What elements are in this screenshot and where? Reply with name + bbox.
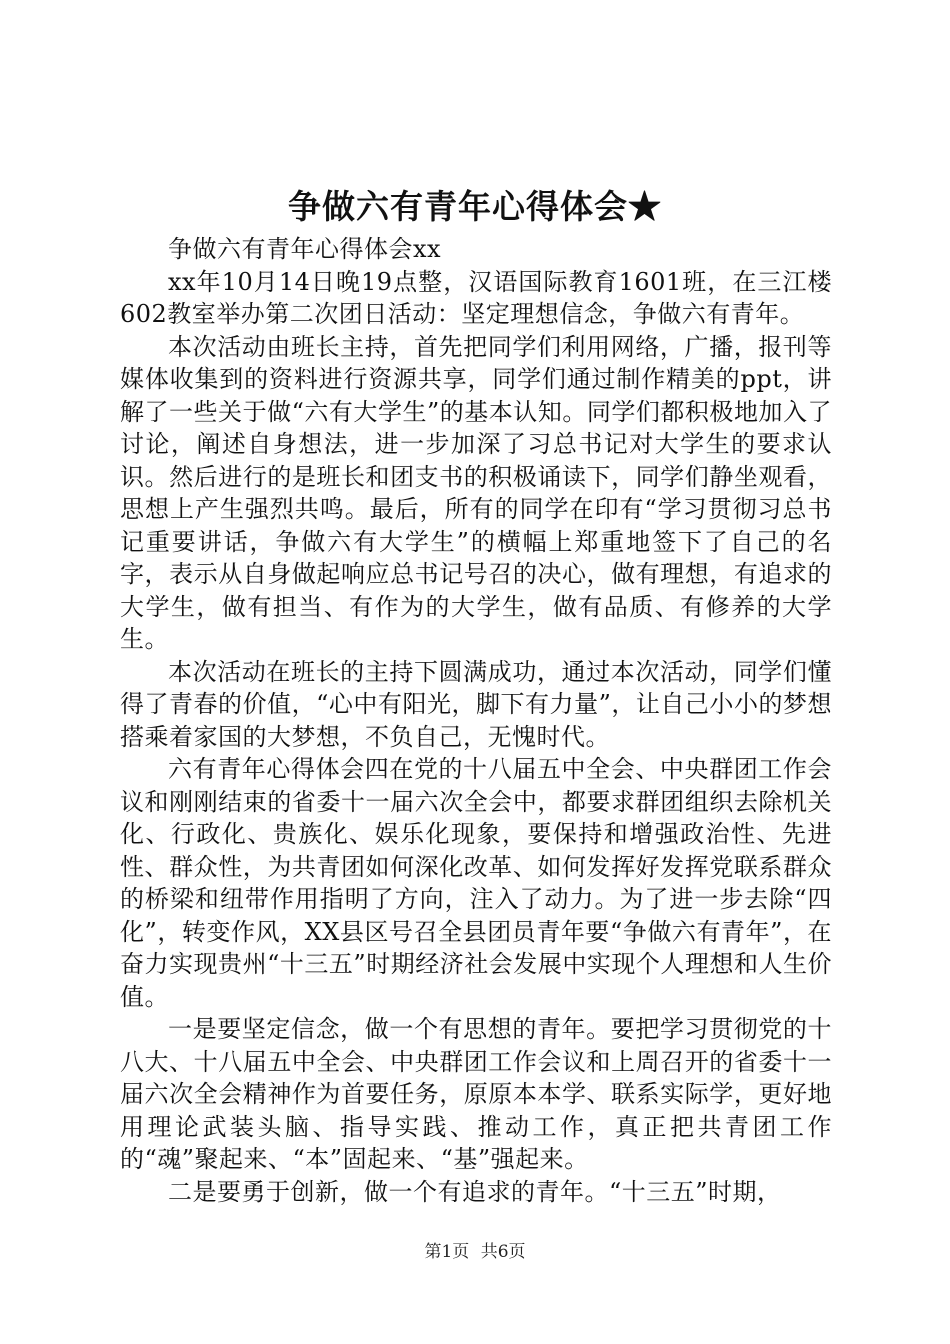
- paragraph-subtitle: 争做六有青年心得体会xx: [168, 235, 442, 263]
- paragraph-six-youth-four: 六有青年心得体会四在党的十八届五中全会、中央群团工作会议和刚刚结束的省委十一届六次全会中，都要求群团组织去除机关化、行政化、贵族化、娱乐化现象，要保持和增强政治性、先进性、群众性，为共青团如何深化改革、如何发挥好发挥党联系群众的桥梁和纽带作用指明了方向，注入了动力。为了进一步去除“四化”，转变作风，XX县区号召全县团员青年要“争做六有青年”，在奋力实现贵州“十三五”时期经济社会发展中实现个人理想和人生价值。: [120, 755, 832, 1011]
- document-title: 争做六有青年心得体会★: [288, 187, 662, 226]
- paragraph-event-intro: xx年10月14日晚19点整，汉语国际教育1601班，在三江楼602教室举办第二次团日活动：坚定理想信念，争做六有青年。: [120, 267, 832, 328]
- paragraph-point-two: 二是要勇于创新，做一个有追求的青年。“十三五”时期，: [168, 1177, 782, 1206]
- page-footer: [0, 1240, 950, 1264]
- paragraph-activity-details: 本次活动由班长主持，首先把同学们利用网络，广播，报刊等媒体收集到的资料进行资源共享，同学们通过制作精美的ppt，讲解了一些关于做“六有大学生”的基本认知。同学们都积极地加入了讨论，阐述自身想法，进一步加深了习总书记对大学生的要求认识。然后进行的是班长和团支书的积极诵读下，同学们静坐观看，思想上产生强烈共鸣。最后，所有的同学在印有“学习贯彻习总书记重要讲话，争做六有大学生”的横幅上郑重地签下了自己的名字，表示从自身做起响应总书记号召的决心，做有理想，有追求的大学生，做有担当、有作为的大学生，做有品质、有修养的大学生。: [120, 332, 832, 653]
- document-body: [120, 233, 832, 1208]
- page-total: 共6页: [480, 1242, 526, 1262]
- paragraph-activity-summary: 本次活动在班长的主持下圆满成功，通过本次活动，同学们懂得了青春的价值，“心中有阳光，脚下有力量”，让自己小小的梦想搭乘着家国的大梦想，不负自己，无愧时代。: [120, 657, 832, 751]
- paragraph-point-one: 一是要坚定信念，做一个有思想的青年。要把学习贯彻党的十八大、十八届五中全会、中央群团工作会议和上周召开的省委十一届六次全会精神作为首要任务，原原本本学、联系实际学，更好地用理论武装头脑、指导实践、推动工作，真正把共青团工作的“魂”聚起来、“本”固起来、“基”强起来。: [120, 1015, 832, 1173]
- page-number: 第1页: [424, 1242, 470, 1262]
